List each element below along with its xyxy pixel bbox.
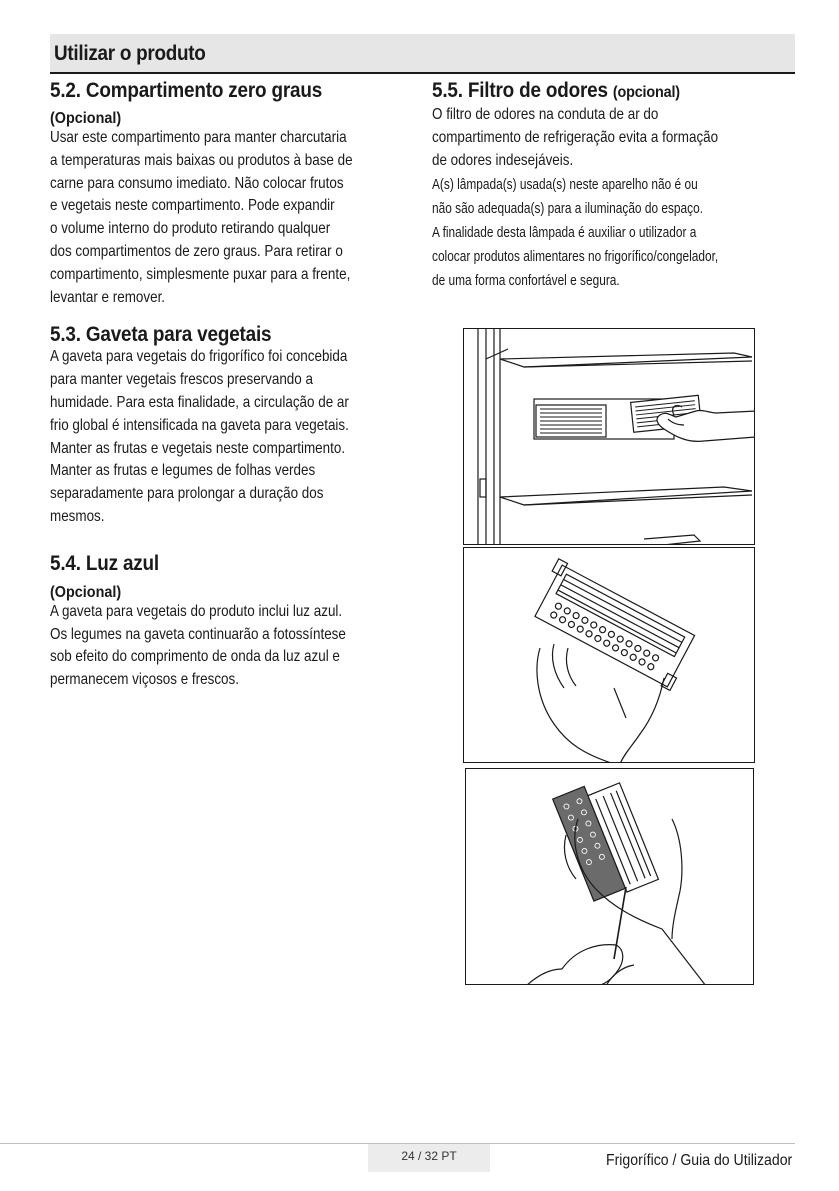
text-line: não são adequada(s) para a iluminação do espaço. xyxy=(432,201,704,218)
lamp-note xyxy=(432,174,802,293)
heading-5-5-text: 5.5. Filtro de odores xyxy=(432,79,608,102)
optional-label-5-2: (Opcional) xyxy=(50,110,122,127)
filter-cleaning-illustration xyxy=(466,769,754,985)
heading-5-5-optional: (opcional) xyxy=(612,84,680,101)
text-line: o volume interno do produto retirando qualquer xyxy=(50,220,331,238)
text-line: Manter as frutas e legumes de folhas verdes xyxy=(50,462,316,480)
text-line: compartimento de refrigeração evita a formação xyxy=(432,128,719,146)
text-line: sob efeito do comprimento de onda da luz azul e xyxy=(50,648,340,666)
body-5-4 xyxy=(50,601,420,692)
text-line: colocar produtos alimentares no frigorífico/congelador, xyxy=(432,248,719,265)
text-line: de uma forma confortável e segura. xyxy=(432,272,620,289)
text-line: mesmos. xyxy=(50,507,105,525)
text-line: A finalidade desta lâmpada é auxiliar o utilizador a xyxy=(432,224,697,241)
figure-filter-cleaning xyxy=(465,768,754,985)
text-line: permanecem viçosos e frescos. xyxy=(50,671,239,689)
text-line: Usar este compartimento para manter charcutaria xyxy=(50,129,347,146)
figure-filter-in-fridge xyxy=(463,328,755,545)
figure-filter-in-hands xyxy=(463,547,755,763)
right-column xyxy=(432,78,802,293)
text-line: carne para consumo imediato. Não colocar frutos xyxy=(50,174,344,192)
section-5-3 xyxy=(50,322,420,528)
body-5-5 xyxy=(432,104,802,172)
text-line: O filtro de odores na conduta de ar do xyxy=(432,106,659,123)
footer-document-title: Frigorífico / Guia do Utilizador xyxy=(606,1152,793,1169)
text-line: de odores indesejáveis. xyxy=(432,151,574,169)
text-line: dos compartimentos de zero graus. Para retirar o xyxy=(50,242,343,260)
fridge-illustration xyxy=(464,329,755,545)
heading-5-4: 5.4. Luz azul xyxy=(50,551,159,575)
text-line: A gaveta para vegetais do frigorífico foi concebida xyxy=(50,348,348,366)
heading-5-2: 5.2. Compartimento zero graus xyxy=(50,79,323,102)
text-line: A(s) lâmpada(s) usada(s) neste aparelho não é ou xyxy=(432,177,698,194)
optional-label-5-4: (Opcional) xyxy=(50,583,122,601)
text-line: e vegetais neste compartimento. Pode expandir xyxy=(50,197,335,215)
section-5-4 xyxy=(50,551,420,692)
text-line: levantar e remover. xyxy=(50,288,166,306)
heading-5-3: 5.3. Gaveta para vegetais xyxy=(50,323,272,347)
text-line: Os legumes na gaveta continuarão a fotossíntese xyxy=(50,625,346,643)
text-line: A gaveta para vegetais do produto inclui luz azul. xyxy=(50,602,343,620)
text-line: compartimento, simplesmente puxar para a frente, xyxy=(50,265,351,283)
body-5-2 xyxy=(50,127,420,309)
text-line: a temperaturas mais baixas ou produtos à base de xyxy=(50,151,353,169)
section-header-bar xyxy=(50,34,795,74)
text-line: para manter vegetais frescos preservando a xyxy=(50,371,313,389)
left-column xyxy=(50,78,420,692)
heading-5-5 xyxy=(432,78,765,106)
section-5-2 xyxy=(50,78,420,309)
section-5-5 xyxy=(432,78,802,293)
text-line: frio global é intensificada na gaveta para vegetais. xyxy=(50,416,349,434)
section-title: Utilizar o produto xyxy=(54,42,206,65)
text-line: separadamente para prolongar a duração dos xyxy=(50,485,324,503)
text-line: Manter as frutas e vegetais neste compartimento. xyxy=(50,439,346,457)
body-5-3 xyxy=(50,346,420,528)
text-line: humidade. Para esta finalidade, a circulação de ar xyxy=(50,393,349,411)
filter-hands-illustration xyxy=(464,548,755,763)
page-number: 24 / 32 PT xyxy=(368,1144,490,1172)
